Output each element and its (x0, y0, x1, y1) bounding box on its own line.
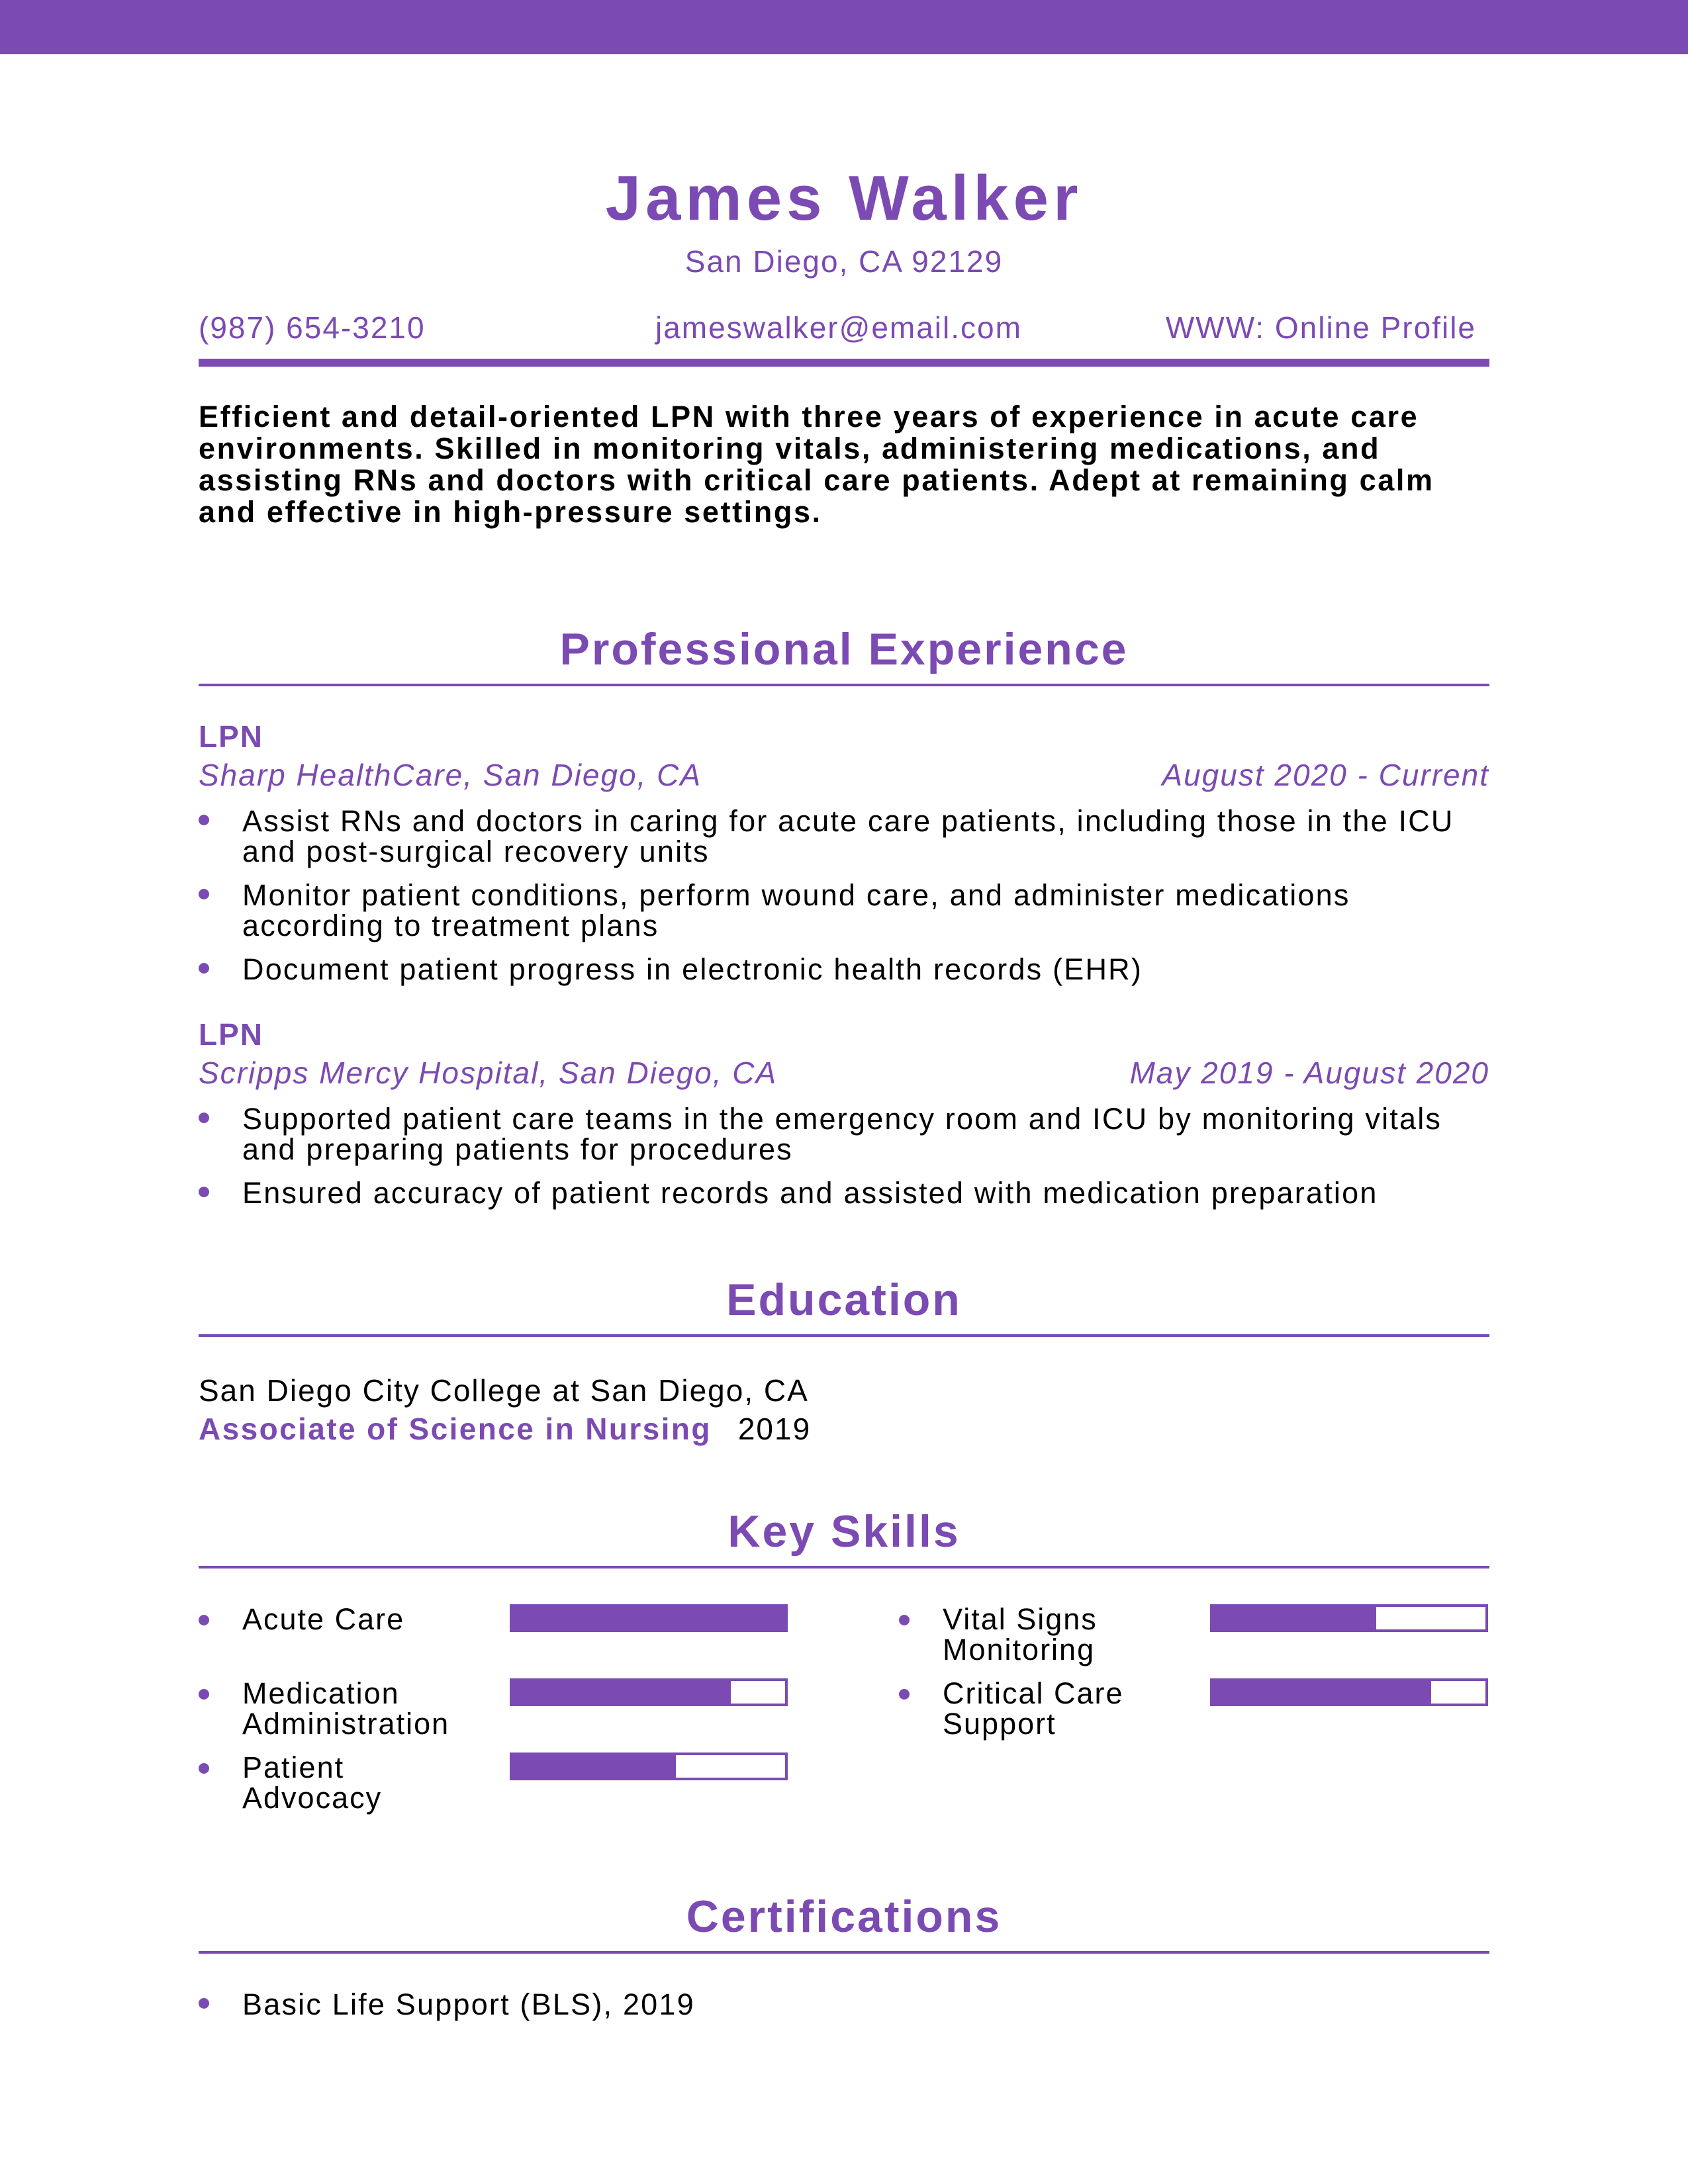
skill-level-bar (510, 1678, 788, 1706)
skill-level-fill (1213, 1607, 1376, 1629)
list-item (199, 1989, 1489, 2020)
skill-item (899, 1678, 1481, 1745)
skill-item (199, 1752, 781, 1819)
bullet-text: Document patient progress in electronic health records (EHR) (242, 952, 1143, 986)
job-dates-2: May 2019 - August 2020 (1129, 1056, 1489, 1090)
bullet-icon (199, 1187, 209, 1197)
skill-level-bar (510, 1752, 788, 1780)
header-divider (199, 359, 1489, 367)
bullet-icon (199, 1113, 209, 1123)
skill-level-bar (1210, 1604, 1488, 1632)
education-divider (199, 1334, 1489, 1337)
bullet-icon (199, 963, 209, 974)
phone-number: (987) 654-3210 (199, 310, 426, 345)
experience-section-title: Professional Experience (559, 624, 1129, 674)
online-profile-link[interactable]: WWW: Online Profile (1165, 310, 1476, 345)
bullet-icon (199, 1998, 209, 2009)
experience-divider (199, 684, 1489, 686)
bullet-icon (199, 1689, 209, 1700)
skill-name: Patient Advocacy (242, 1751, 383, 1815)
list-item (199, 880, 1489, 941)
skill-name: Acute Care (242, 1602, 405, 1636)
certification-text: Basic Life Support (BLS), 2019 (242, 1987, 695, 2021)
skill-name: Medication Administration (242, 1676, 450, 1741)
list-item (199, 1104, 1489, 1165)
certifications-section-title: Certifications (686, 1891, 1002, 1942)
education-degree-line (199, 1414, 811, 1444)
education-section-title: Education (726, 1275, 962, 1325)
skill-level-fill (1213, 1681, 1431, 1704)
job-dates-1: August 2020 - Current (1162, 758, 1489, 792)
list-item (199, 806, 1489, 867)
top-accent-bar (0, 0, 1688, 54)
skill-level-fill (512, 1681, 731, 1704)
education-school: San Diego City College at San Diego, CA (199, 1373, 809, 1408)
candidate-location: San Diego, CA 92129 (684, 244, 1004, 279)
job-company-1: Sharp HealthCare, San Diego, CA (199, 758, 702, 792)
bullet-text: Ensured accuracy of patient records and assisted with medication preparation (242, 1176, 1378, 1210)
job-bullets-2 (199, 1104, 1489, 1208)
job-title-2: LPN (199, 1017, 263, 1052)
list-item (199, 1178, 1489, 1208)
contact-row (199, 312, 1489, 352)
skills-divider (199, 1566, 1489, 1569)
skills-section-title: Key Skills (727, 1506, 961, 1557)
bullet-text: Supported patient care teams in the emergency room and ICU by monitoring vitals and preparing patients for procedures (242, 1102, 1442, 1166)
skill-level-fill (512, 1607, 785, 1629)
education-degree: Associate of Science in Nursing (199, 1412, 712, 1446)
skill-item (199, 1604, 781, 1670)
job-title-1: LPN (199, 719, 263, 754)
candidate-name: James Walker (605, 163, 1083, 234)
bullet-icon (899, 1615, 910, 1625)
bullet-text: Assist RNs and doctors in caring for acute care patients, including those in the ICU and post-surgical recovery units (242, 804, 1454, 868)
skill-name: Vital Signs Monitoring (943, 1602, 1098, 1666)
skill-level-bar (1210, 1678, 1488, 1706)
bullet-icon (199, 889, 209, 899)
list-item (199, 954, 1489, 985)
skill-level-fill (512, 1755, 676, 1778)
bullet-icon (199, 1615, 209, 1625)
skill-item (899, 1604, 1481, 1670)
professional-summary: Efficient and detail-oriented LPN with three years of experience in acute care environments. Skilled in monitoring vitals, administering medications, and assisting RNs and doctors with critical care patients. Adept at remaining calm and effective in high-pressure settings. (199, 400, 1434, 529)
skill-item (199, 1678, 781, 1745)
education-year: 2019 (737, 1412, 812, 1446)
bullet-icon (199, 1763, 209, 1774)
bullet-icon (199, 815, 209, 825)
skill-level-bar (510, 1604, 788, 1632)
certifications-divider (199, 1951, 1489, 1954)
job-meta-1 (199, 760, 1489, 797)
email-link[interactable]: jameswalker@email.com (655, 310, 1022, 345)
skill-name: Critical Care Support (943, 1676, 1124, 1741)
certifications-list (199, 1989, 1489, 2020)
bullet-icon (899, 1689, 910, 1700)
job-bullets-1 (199, 806, 1489, 985)
job-meta-2 (199, 1058, 1489, 1095)
bullet-text: Monitor patient conditions, perform wound care, and administer medications according to treatment plans (242, 878, 1350, 942)
job-company-2: Scripps Mercy Hospital, San Diego, CA (199, 1056, 778, 1090)
